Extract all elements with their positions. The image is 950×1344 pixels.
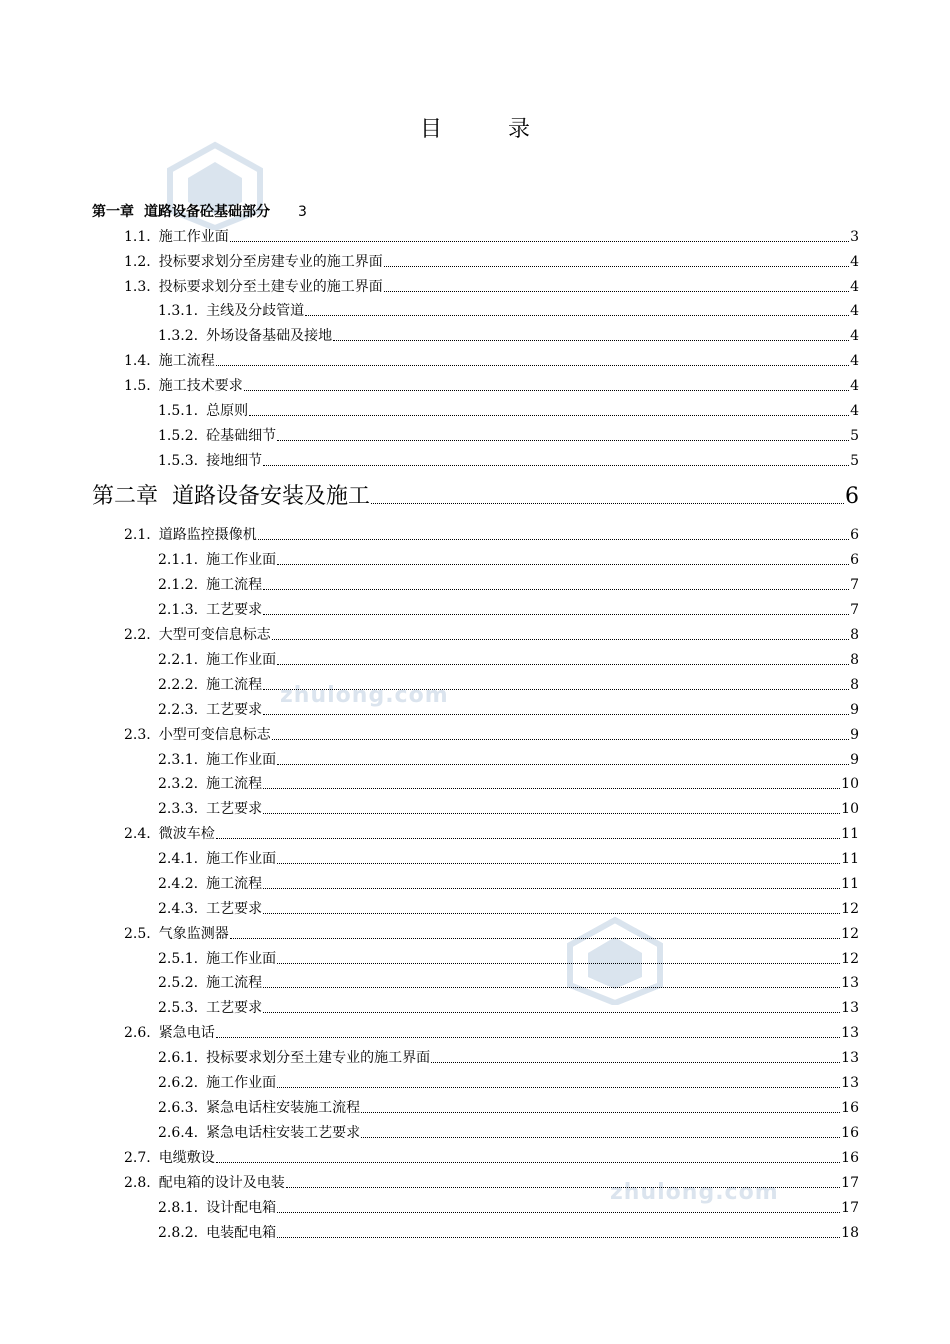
dot-leader: [384, 291, 849, 292]
toc-entry[interactable]: [158, 848, 859, 870]
entry-page: 16: [841, 1150, 859, 1166]
entry-label: 工艺要求: [206, 1000, 263, 1016]
entry-page: 3: [850, 229, 859, 245]
toc-entry[interactable]: [158, 1097, 859, 1119]
dot-leader: [286, 1187, 840, 1188]
entry-number: 1.5.2.: [158, 428, 199, 444]
entry-label: 投标要求划分至房建专业的施工界面: [158, 254, 383, 270]
entry-label: 小型可变信息标志: [158, 727, 271, 743]
chapter-label: 道路设备安装及施工: [172, 484, 371, 509]
toc-entry[interactable]: [158, 574, 859, 596]
toc-entry[interactable]: [158, 948, 859, 970]
entry-page: 10: [841, 776, 859, 792]
dot-leader: [258, 539, 849, 540]
entry-number: 2.5.1.: [158, 951, 199, 967]
toc-entry[interactable]: [124, 624, 859, 646]
entry-label: 总原则: [206, 403, 249, 419]
entry-label: 施工流程: [206, 577, 263, 593]
entry-page: 12: [841, 951, 859, 967]
dot-leader: [277, 1237, 840, 1238]
entry-page: 7: [850, 602, 859, 618]
entry-number: 1.3.2.: [158, 328, 199, 344]
toc-chapter-2[interactable]: [92, 482, 859, 512]
entry-number: 2.2.: [124, 627, 151, 643]
entry-number: 2.2.2.: [158, 677, 199, 693]
dot-leader: [305, 315, 849, 316]
entry-number: 2.8.1.: [158, 1200, 199, 1216]
entry-number: 2.3.: [124, 727, 151, 743]
entry-number: 2.2.1.: [158, 652, 199, 668]
toc-entry[interactable]: [158, 649, 859, 671]
chapter-number: 第二章: [92, 484, 159, 509]
entry-page: 13: [841, 1050, 859, 1066]
entry-label: 施工作业面: [206, 652, 277, 668]
entry-label: 施工作业面: [206, 552, 277, 568]
toc-entry[interactable]: [124, 1147, 859, 1169]
entry-page: 17: [841, 1200, 859, 1216]
watermark-text: zhulong.com: [280, 683, 449, 708]
entry-page: 6: [850, 527, 859, 543]
dot-leader: [263, 614, 849, 615]
toc-entry[interactable]: [124, 923, 859, 945]
entry-page: 18: [841, 1225, 859, 1241]
dot-leader: [277, 764, 849, 765]
entry-label: 投标要求划分至土建专业的施工界面: [206, 1050, 431, 1066]
entry-label: 外场设备基础及接地: [206, 328, 333, 344]
entry-label: 接地细节: [206, 453, 263, 469]
entry-label: 施工流程: [206, 876, 263, 892]
dot-leader: [216, 838, 840, 839]
entry-number: 2.6.1.: [158, 1050, 199, 1066]
entry-page: 17: [841, 1175, 859, 1191]
entry-page: 4: [850, 328, 859, 344]
entry-number: 1.5.: [124, 378, 151, 394]
entry-number: 2.4.3.: [158, 901, 199, 917]
dot-leader: [361, 1112, 840, 1113]
dot-leader: [230, 938, 840, 939]
entry-number: 2.5.2.: [158, 975, 199, 991]
entry-label: 投标要求划分至土建专业的施工界面: [158, 279, 383, 295]
entry-label: 施工作业面: [206, 851, 277, 867]
dot-leader: [263, 913, 840, 914]
entry-label: 工艺要求: [206, 702, 263, 718]
toc-entry[interactable]: [158, 599, 859, 621]
entry-label: 设计配电箱: [206, 1200, 277, 1216]
entry-page: 13: [841, 975, 859, 991]
entry-number: 2.6.3.: [158, 1100, 199, 1116]
toc-entry[interactable]: [124, 823, 859, 845]
dot-leader: [230, 241, 849, 242]
entry-number: 2.6.: [124, 1025, 151, 1041]
toc-entry[interactable]: [158, 425, 859, 447]
entry-page: 8: [850, 677, 859, 693]
dot-leader: [263, 689, 849, 690]
dot-leader: [244, 390, 849, 391]
toc-entry[interactable]: [158, 450, 859, 472]
dot-leader: [216, 365, 849, 366]
entry-number: 1.5.3.: [158, 453, 199, 469]
entry-number: 2.6.2.: [158, 1075, 199, 1091]
entry-label: 施工流程: [206, 776, 263, 792]
entry-number: 2.3.2.: [158, 776, 199, 792]
toc-entry[interactable]: [124, 350, 859, 372]
entry-label: 施工作业面: [206, 951, 277, 967]
entry-page: 8: [850, 652, 859, 668]
entry-label: 工艺要求: [206, 602, 263, 618]
entry-label: 工艺要求: [206, 801, 263, 817]
dot-leader: [361, 1137, 840, 1138]
toc-entry[interactable]: [158, 773, 859, 795]
toc-entry[interactable]: [158, 400, 859, 422]
entry-number: 1.5.1.: [158, 403, 199, 419]
dot-leader: [263, 987, 840, 988]
entry-label: 道路监控摄像机: [158, 527, 257, 543]
entry-number: 1.1.: [124, 229, 151, 245]
entry-page: 16: [841, 1125, 859, 1141]
entry-page: 6: [850, 552, 859, 568]
dot-leader: [272, 639, 849, 640]
toc-entry[interactable]: [124, 1172, 859, 1194]
entry-label: 紧急电话柱安装施工流程: [206, 1100, 361, 1116]
entry-page: 7: [850, 577, 859, 593]
entry-page: 4: [850, 279, 859, 295]
entry-number: 2.6.4.: [158, 1125, 199, 1141]
toc-entry[interactable]: [158, 549, 859, 571]
entry-label: 工艺要求: [206, 901, 263, 917]
entry-page: 12: [841, 926, 859, 942]
dot-leader: [272, 739, 849, 740]
entry-page: 13: [841, 1000, 859, 1016]
entry-page: 11: [841, 851, 859, 867]
toc-entry[interactable]: [158, 1122, 859, 1144]
entry-label: 紧急电话柱安装工艺要求: [206, 1125, 361, 1141]
entry-page: 8: [850, 627, 859, 643]
entry-page: 5: [850, 453, 859, 469]
entry-page: 4: [850, 403, 859, 419]
dot-leader: [216, 1037, 840, 1038]
dot-leader: [277, 1212, 840, 1213]
entry-label: 施工作业面: [206, 752, 277, 768]
toc-entry[interactable]: [158, 997, 859, 1019]
toc-entry[interactable]: [124, 276, 859, 298]
entry-label: 施工作业面: [206, 1075, 277, 1091]
entry-page: 5: [850, 428, 859, 444]
toc-entry[interactable]: [124, 524, 859, 546]
toc-entry[interactable]: [158, 972, 859, 994]
dot-leader: [277, 963, 840, 964]
toc-entry[interactable]: [158, 1222, 859, 1244]
entry-number: 2.8.: [124, 1175, 151, 1191]
dot-leader: [216, 1162, 840, 1163]
entry-label: 施工流程: [158, 353, 215, 369]
watermark-text: zhulong.com: [610, 1180, 779, 1205]
dot-leader: [263, 1012, 840, 1013]
entry-page: 16: [841, 1100, 859, 1116]
entry-number: 2.1.3.: [158, 602, 199, 618]
dot-leader: [249, 415, 849, 416]
entry-number: 2.2.3.: [158, 702, 199, 718]
toc-entry[interactable]: [124, 226, 859, 248]
entry-page: 4: [850, 353, 859, 369]
entry-number: 2.4.1.: [158, 851, 199, 867]
toc-entry[interactable]: [158, 1072, 859, 1094]
entry-label: 施工作业面: [158, 229, 229, 245]
toc-entry[interactable]: [124, 1022, 859, 1044]
entry-label: 配电箱的设计及电装: [158, 1175, 285, 1191]
entry-label: 电装配电箱: [206, 1225, 277, 1241]
entry-page: 11: [841, 876, 859, 892]
entry-page: 13: [841, 1075, 859, 1091]
entry-page: 4: [850, 303, 859, 319]
dot-leader: [277, 664, 849, 665]
entry-page: 9: [850, 752, 859, 768]
dot-leader: [263, 788, 840, 789]
toc-chapter-1[interactable]: [92, 201, 307, 223]
toc-entry[interactable]: [158, 325, 859, 347]
toc-entry[interactable]: [158, 798, 859, 820]
toc-entry[interactable]: [158, 898, 859, 920]
entry-number: 2.8.2.: [158, 1225, 199, 1241]
dot-leader: [277, 863, 840, 864]
toc-entry[interactable]: [158, 873, 859, 895]
entry-page: 13: [841, 1025, 859, 1041]
dot-leader: [263, 888, 840, 889]
entry-page: 12: [841, 901, 859, 917]
toc-entry[interactable]: [124, 251, 859, 273]
toc-entry[interactable]: [158, 1047, 859, 1069]
entry-label: 紧急电话: [158, 1025, 215, 1041]
toc-entry[interactable]: [158, 699, 859, 721]
dot-leader: [277, 564, 849, 565]
toc-entry[interactable]: [158, 749, 859, 771]
entry-page: 9: [850, 727, 859, 743]
entry-number: 2.7.: [124, 1150, 151, 1166]
entry-label: 施工技术要求: [158, 378, 243, 394]
entry-number: 2.4.2.: [158, 876, 199, 892]
entry-number: 1.3.: [124, 279, 151, 295]
entry-label: 施工流程: [206, 677, 263, 693]
dot-leader: [263, 465, 849, 466]
chapter-number: 第一章: [92, 204, 134, 220]
entry-page: 11: [841, 826, 859, 842]
dot-leader: [371, 503, 844, 504]
entry-page: 4: [850, 378, 859, 394]
entry-page: 9: [850, 702, 859, 718]
entry-number: 1.4.: [124, 353, 151, 369]
entry-label: 砼基础细节: [206, 428, 277, 444]
chapter-page: 6: [845, 484, 859, 509]
entry-page: 4: [850, 254, 859, 270]
dot-leader: [263, 589, 849, 590]
dot-leader: [277, 440, 849, 441]
entry-number: 2.3.3.: [158, 801, 199, 817]
entry-number: 2.4.: [124, 826, 151, 842]
dot-leader: [384, 266, 849, 267]
dot-leader: [431, 1062, 840, 1063]
dot-leader: [277, 1087, 840, 1088]
entry-page: 10: [841, 801, 859, 817]
dot-leader: [263, 813, 840, 814]
entry-number: 2.5.: [124, 926, 151, 942]
entry-number: 2.1.1.: [158, 552, 199, 568]
toc-entry[interactable]: [158, 300, 859, 322]
dot-leader: [333, 340, 849, 341]
chapter-page: 3: [298, 204, 307, 220]
dot-leader: [263, 714, 849, 715]
entry-number: 2.3.1.: [158, 752, 199, 768]
toc-entry[interactable]: [124, 724, 859, 746]
entry-number: 2.1.: [124, 527, 151, 543]
entry-label: 主线及分歧管道: [206, 303, 305, 319]
entry-label: 施工流程: [206, 975, 263, 991]
entry-label: 电缆敷设: [158, 1150, 215, 1166]
chapter-label: 道路设备砼基础部分: [144, 204, 270, 220]
entry-label: 气象监测器: [158, 926, 229, 942]
entry-number: 1.2.: [124, 254, 151, 270]
entry-label: 微波车检: [158, 826, 215, 842]
toc-entry[interactable]: [124, 375, 859, 397]
entry-label: 大型可变信息标志: [158, 627, 271, 643]
entry-number: 2.5.3.: [158, 1000, 199, 1016]
entry-number: 2.1.2.: [158, 577, 199, 593]
toc-entry[interactable]: [158, 1197, 859, 1219]
toc-entry[interactable]: [158, 674, 859, 696]
entry-number: 1.3.1.: [158, 303, 199, 319]
page-title: 目 录: [419, 117, 552, 142]
